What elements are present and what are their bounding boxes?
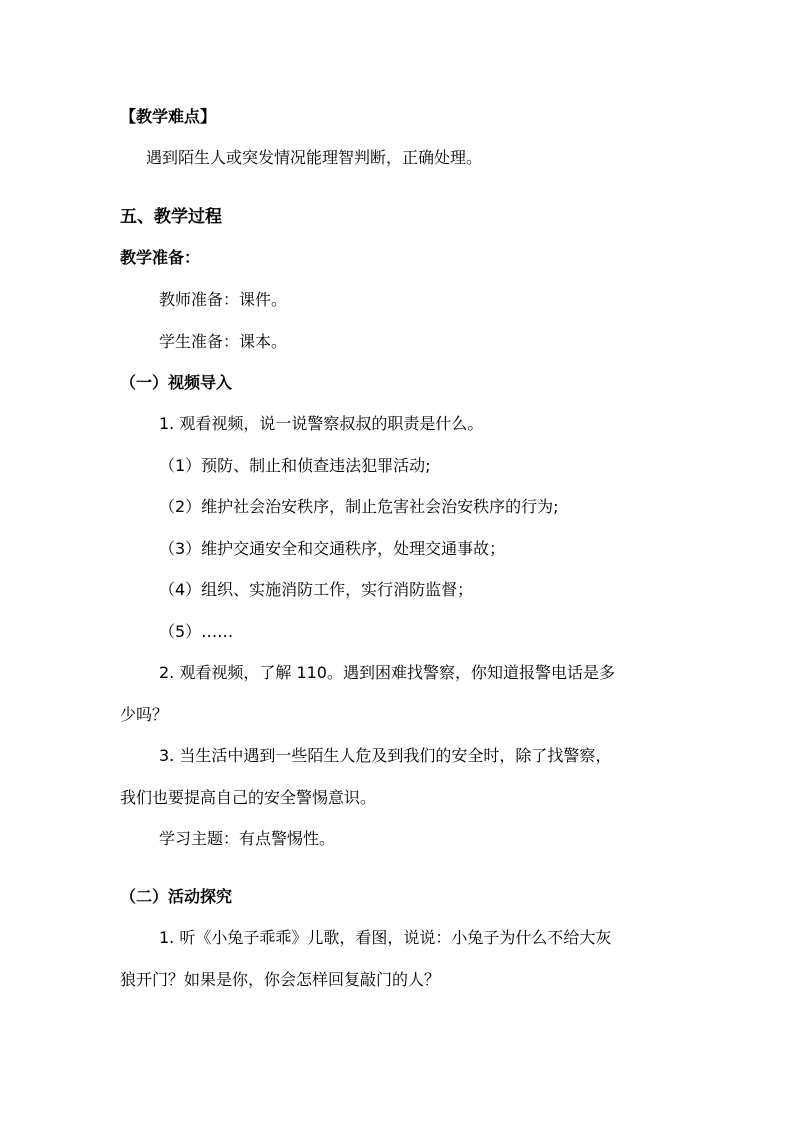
part2-heading: （二）活动探究 xyxy=(120,887,233,906)
item3-line1: 3. 当生活中遇到一些陌生人危及到我们的安全时，除了找警察， xyxy=(159,746,612,765)
difficulty-heading: 【教学难点】 xyxy=(120,107,217,126)
item2-line1: 2. 观看视频，了解 110。遇到困难找警察，你知道报警电话是多 xyxy=(159,663,615,682)
duty-item-4: （4）组织、实施消防工作，实行消防监督； xyxy=(159,580,474,599)
duty-item-1: （1）预防、制止和侦查违法犯罪活动; xyxy=(159,456,431,475)
topic-text: 学习主题：有点警惕性。 xyxy=(159,829,336,848)
teacher-prep: 教师准备：课件。 xyxy=(159,290,288,309)
part1-heading: （一）视频导入 xyxy=(120,373,233,392)
item1-text: 1. 观看视频，说一说警察叔叔的职责是什么。 xyxy=(159,414,484,433)
difficulty-text: 遇到陌生人或突发情况能理智判断，正确处理。 xyxy=(146,148,483,167)
section5-heading: 五、教学过程 xyxy=(120,207,222,227)
item3-line2: 我们也要提高自己的安全警惕意识。 xyxy=(120,788,377,807)
student-prep: 学生准备：课本。 xyxy=(159,332,288,351)
activity1-line1: 1. 听《小兔子乖乖》儿歌，看图，说说：小兔子为什么不给大灰 xyxy=(159,928,612,947)
prep-heading: 教学准备： xyxy=(120,248,201,267)
duty-item-5: （5）…… xyxy=(159,622,234,641)
duty-item-2: （2）维护社会治安秩序，制止危害社会治安秩序的行为; xyxy=(159,497,559,516)
duty-item-3: （3）维护交通安全和交通秩序，处理交通事故； xyxy=(159,539,506,558)
activity1-line2: 狼开门？如果是你，你会怎样回复敲门的人？ xyxy=(120,970,441,989)
item2-line2: 少吗？ xyxy=(120,705,169,724)
